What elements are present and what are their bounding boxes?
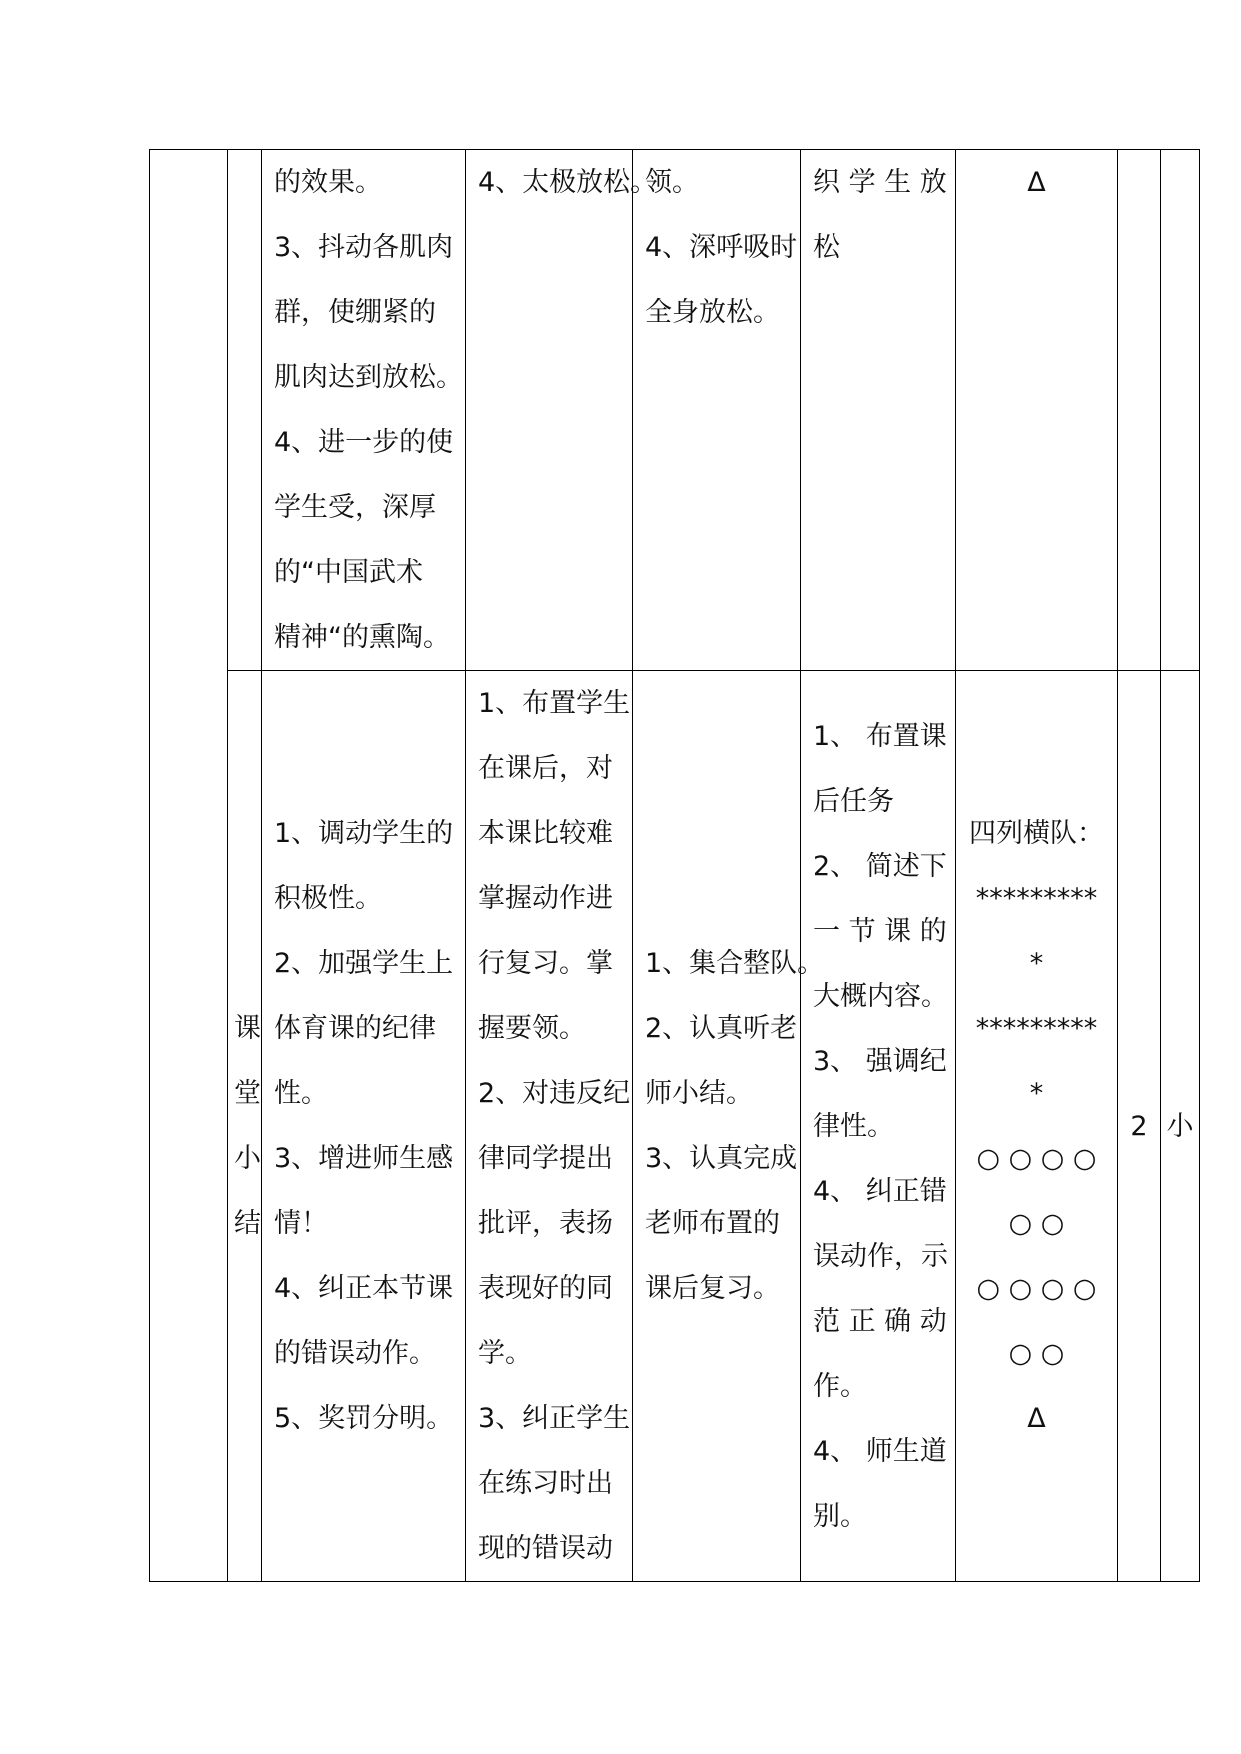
text-line: 精神“的熏陶。 — [274, 622, 450, 653]
content-cell — [466, 671, 633, 1582]
text-line: 3、 强调纪 — [813, 1045, 947, 1077]
text-line: 2、加强学生上 — [274, 948, 454, 979]
text-line: 大概内容。 — [813, 980, 948, 1012]
text-line: 松 — [813, 232, 840, 263]
student-activity-text — [633, 931, 825, 1321]
table-row-summary — [150, 671, 1200, 1582]
text-line: 学生受，深厚 — [274, 492, 436, 523]
text-line: 2、 简述下 — [813, 850, 947, 882]
text-line: 群，使绷紧的 — [274, 297, 436, 328]
text-line: 范 正 确 动 — [813, 1305, 947, 1337]
text-line: 批评，表扬 — [478, 1208, 613, 1239]
text-line: 积极性。 — [274, 883, 382, 914]
teacher-activity-cell — [801, 671, 956, 1582]
teacher-activity-cell — [801, 150, 956, 671]
teacher-activity-text — [801, 150, 955, 280]
text-line: 织 学 生 放 — [813, 167, 947, 198]
text-line: Δ — [1027, 167, 1046, 198]
text-line: 4、深呼吸时 — [645, 232, 798, 263]
section-cell — [150, 150, 228, 1582]
formation-cell — [956, 671, 1118, 1582]
text-line: 结 — [234, 1208, 261, 1239]
student-activity-text — [633, 150, 800, 345]
text-line: 作。 — [813, 1370, 867, 1402]
text-line: 4、进一步的使 — [274, 427, 454, 458]
text-line: 4、纠正本节课 — [274, 1273, 454, 1304]
student-activity-cell — [633, 671, 825, 1582]
intensity-cell — [1161, 150, 1200, 671]
stage-label — [228, 996, 261, 1256]
text-line: 后任务 — [813, 785, 894, 817]
text-line: 1、调动学生的 — [274, 818, 454, 849]
teacher-activity-text — [801, 704, 955, 1549]
text-line: 误动作，示 — [813, 1240, 948, 1272]
student-activity-cell — [633, 150, 801, 671]
text-line: 在练习时出 — [478, 1468, 613, 1499]
text-line: 2、认真听老 — [645, 1013, 798, 1044]
stage-cell — [228, 671, 262, 1582]
text-line: 5、奖罚分明。 — [274, 1403, 454, 1434]
text-line: 的效果。 — [274, 167, 382, 198]
text-line: 握要领。 — [478, 1013, 586, 1044]
text-line: ********* — [975, 883, 1098, 914]
text-line: 1、集合整队。 — [645, 948, 825, 979]
text-line: * — [1029, 948, 1044, 979]
text-line: 4、 纠正错 — [813, 1175, 947, 1207]
text-line: 4、 师生道 — [813, 1435, 947, 1467]
text-line: 课后复习。 — [645, 1273, 780, 1304]
text-line: 1、布置学生 — [478, 688, 631, 719]
text-line: 课 — [234, 1013, 261, 1044]
text-line: 4、太极放松。 — [478, 167, 658, 198]
text-line: 律性。 — [813, 1110, 894, 1142]
text-line: ○ ○ ○ ○ — [976, 1143, 1097, 1174]
text-line: * — [1029, 1078, 1044, 1109]
goals-cell — [262, 671, 466, 1582]
formation-cell — [956, 150, 1118, 671]
text-line: 全身放松。 — [645, 297, 780, 328]
text-line: 行复习。掌 — [478, 948, 613, 979]
text-line: 领。 — [645, 167, 699, 198]
text-line: 学。 — [478, 1338, 532, 1369]
text-line: 在课后，对 — [478, 753, 613, 784]
text-line: 律同学提出 — [478, 1143, 613, 1174]
text-line: 老师布置的 — [645, 1208, 780, 1239]
text-line: ○ ○ — [1008, 1208, 1065, 1239]
goals-cell — [262, 150, 466, 671]
text-line: 别。 — [813, 1500, 867, 1532]
text-line: 性。 — [274, 1078, 328, 1109]
text-line: 本课比较难 — [478, 818, 613, 849]
text-line: 2、对违反纪 — [478, 1078, 631, 1109]
text-line: ○ ○ — [1008, 1338, 1065, 1369]
text-line: 师小结。 — [645, 1078, 753, 1109]
text-line: 肌肉达到放松。 — [274, 362, 463, 393]
formation-diagram — [956, 801, 1117, 1451]
text-line: 情！ — [274, 1208, 328, 1239]
text-line: 的“中国武术 — [274, 557, 423, 588]
intensity-cell — [1161, 671, 1200, 1582]
text-line: Δ — [1027, 1403, 1046, 1434]
text-line: 3、抖动各肌肉 — [274, 232, 454, 263]
text-line: 一 节 课 的 — [813, 915, 947, 947]
intensity-value: 小 — [1166, 1110, 1194, 1142]
content-text — [466, 671, 632, 1581]
content-cell — [466, 150, 658, 671]
text-line: 四列横队： — [969, 818, 1104, 849]
text-line: 掌握动作进 — [478, 883, 613, 914]
text-line: 的错误动作。 — [274, 1338, 436, 1369]
text-line: 现的错误动 — [478, 1533, 613, 1564]
text-line: ********* — [975, 1013, 1098, 1044]
goals-text — [262, 150, 465, 670]
content-text — [466, 150, 658, 215]
time-cell — [1118, 671, 1161, 1582]
text-line: 表现好的同 — [478, 1273, 613, 1304]
goals-text — [262, 801, 465, 1451]
text-line: 小 — [234, 1143, 261, 1174]
table-row-relaxation — [150, 150, 1200, 671]
stage-cell-empty — [228, 150, 262, 671]
formation-diagram — [956, 150, 1117, 215]
time-value: 2 — [1130, 1110, 1148, 1142]
time-cell — [1118, 150, 1161, 671]
text-line: 3、纠正学生 — [478, 1403, 631, 1434]
text-line: 3、认真完成 — [645, 1143, 798, 1174]
text-line: ○ ○ ○ ○ — [976, 1273, 1097, 1304]
text-line: 3、增进师生感 — [274, 1143, 454, 1174]
lesson-plan-table — [149, 149, 1200, 1582]
text-line: 1、 布置课 — [813, 720, 947, 752]
text-line: 堂 — [234, 1078, 261, 1109]
text-line: 体育课的纪律 — [274, 1013, 436, 1044]
